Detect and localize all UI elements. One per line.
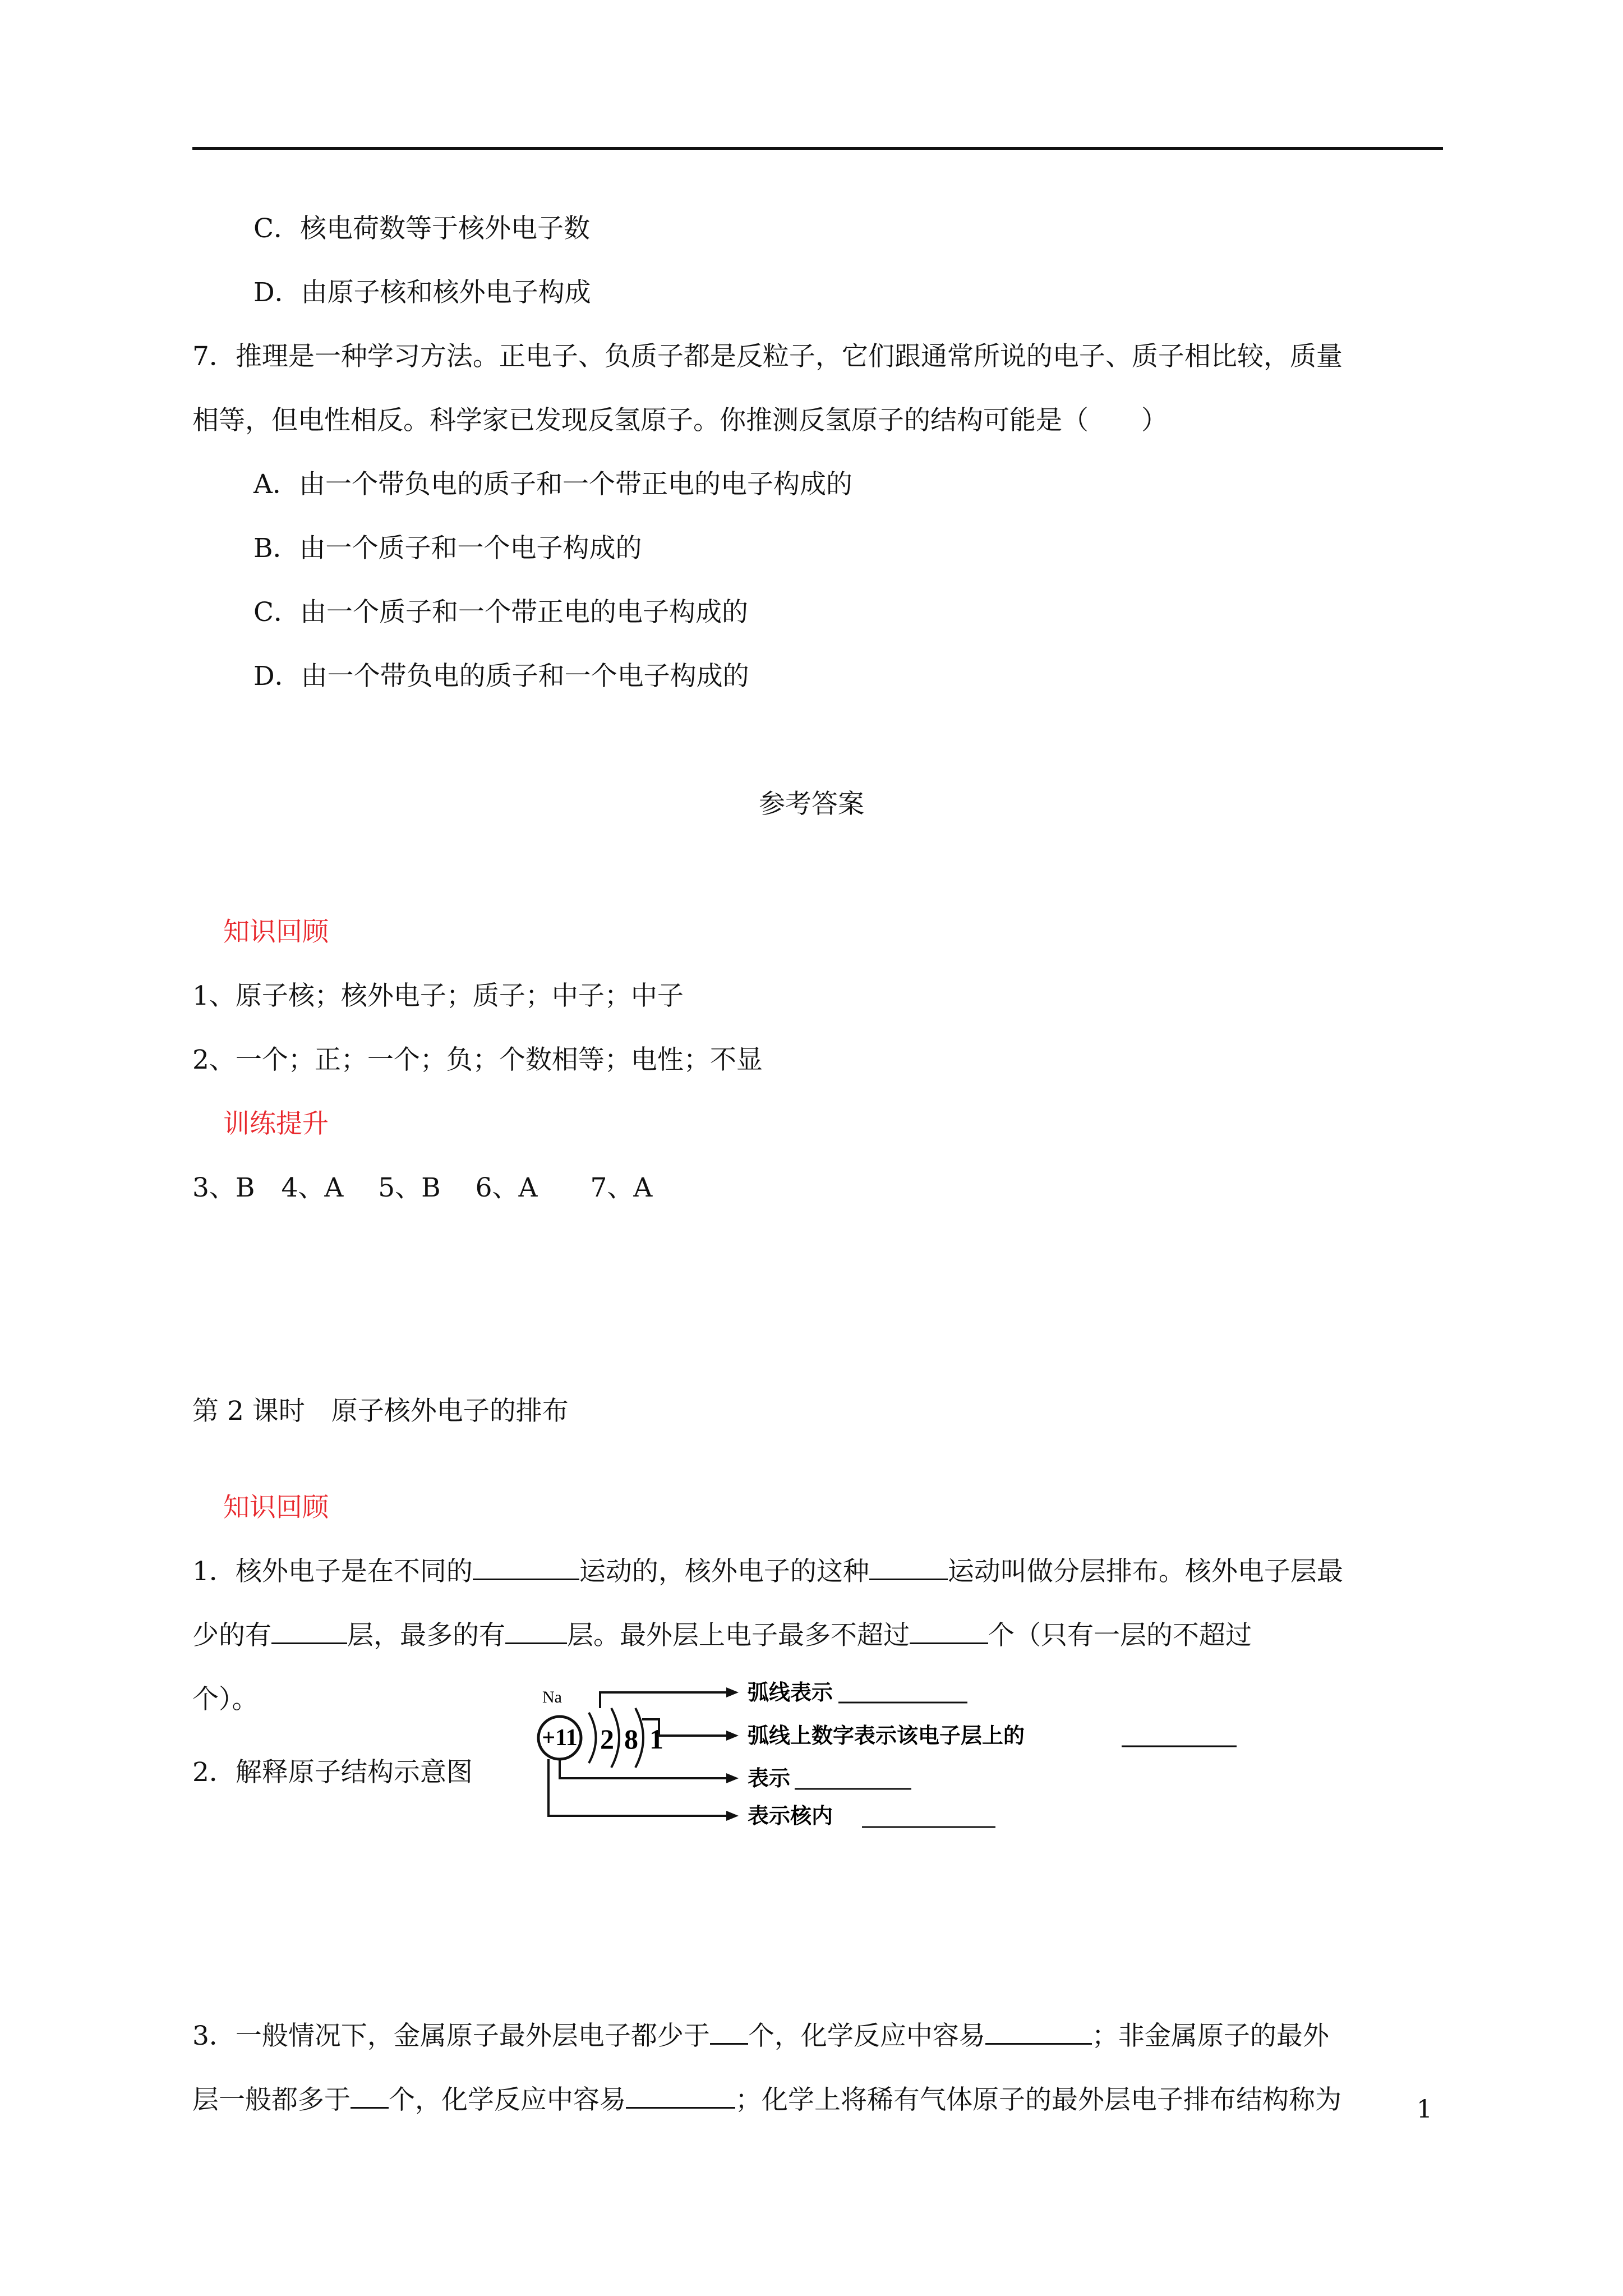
lesson2-q2: 2．解释原子结构示意图: [192, 1757, 473, 1788]
arrowhead-2: [726, 1731, 739, 1741]
q7-option-a: A．由一个带负电的质子和一个带正电的电子构成的: [253, 469, 852, 500]
q6-option-d: D．由原子核和核外电子构成: [253, 277, 591, 308]
q7-stem-line1: 7．推理是一种学习方法。正电子、负质子都是反粒子，它们跟通常所说的电子、质子相比较，质量: [192, 341, 1343, 372]
atomic-structure-diagram: [536, 1680, 1242, 1843]
lesson2-q3-line2: 层一般都多于 个，化学反应中容易 ；化学上将稀有气体原子的最外层电子排布结构称为: [192, 2085, 1341, 2115]
q7-option-c: C．由一个质子和一个带正电的电子构成的: [253, 597, 748, 628]
arrowhead-4: [726, 1811, 739, 1821]
lesson2-q3-line1: 3．一般情况下，金属原子最外层电子都少于 个，化学反应中容易 ；非金属原子的最外: [192, 2021, 1329, 2051]
header-rule: [192, 147, 1443, 150]
page-number: 1: [1417, 2095, 1432, 2124]
answers-line2: 2、一个；正；一个；负；个数相等；电性；不显: [192, 1045, 763, 1075]
answers-title: 参考答案: [759, 789, 864, 820]
q7-stem-line2: 相等，但电性相反。科学家已发现反氢原子。你推测反氢原子的结构可能是（ ）: [192, 405, 1168, 436]
nucleus-charge: +11: [542, 1725, 578, 1751]
pointer-line-1: [600, 1692, 726, 1708]
label-nucleus: 表示核内: [748, 1803, 833, 1828]
lesson2-q1-line1: 1．核外电子是在不同的 运动的，核外电子的这种 运动叫做分层排布。核外电子层最: [192, 1556, 1343, 1587]
answers-line1: 1、原子核；核外电子；质子；中子；中子: [192, 981, 684, 1011]
arrowhead-1: [726, 1687, 739, 1697]
q6-option-c: C．核电荷数等于核外电子数: [253, 213, 590, 244]
q7-option-b: B．由一个质子和一个电子构成的: [253, 533, 642, 564]
answers-line3: 3、B 4、A 5、B 6、A 7、A: [192, 1172, 653, 1203]
shell-count-1: 2: [600, 1723, 614, 1755]
blank: [473, 1556, 579, 1580]
lesson2-q1-line3: 个）。: [192, 1684, 259, 1715]
q7-option-d: D．由一个带负电的质子和一个电子构成的: [253, 661, 749, 692]
blank: [910, 1620, 988, 1644]
label-symbol: 表示: [748, 1766, 791, 1791]
lesson2-section-review: 知识回顾: [223, 1492, 329, 1523]
blank: [271, 1620, 347, 1644]
answers-section-review: 知识回顾: [223, 917, 329, 947]
arrowhead-3: [726, 1773, 739, 1783]
lesson2-q1-line2: 少的有 层，最多的有 层。最外层上电子最多不超过 个（只有一层的不超过: [192, 1620, 1252, 1651]
blank: [351, 2085, 389, 2109]
label-shell-number: 弧线上数字表示该电子层上的: [748, 1723, 1025, 1748]
lesson2-heading: 第 2 课时 原子核外电子的排布: [192, 1396, 569, 1427]
blank: [710, 2021, 748, 2045]
blank: [626, 2085, 735, 2109]
shell-arc-1: [589, 1713, 596, 1763]
shell-count-2: 8: [624, 1723, 638, 1755]
pointer-line-4: [548, 1759, 726, 1816]
label-arc: 弧线表示: [748, 1680, 833, 1705]
shell-count-3: 1: [649, 1723, 663, 1755]
blank: [985, 2021, 1092, 2045]
pointer-line-3: [560, 1759, 726, 1778]
blank: [505, 1620, 567, 1644]
blank: [869, 1556, 948, 1580]
answers-section-practice: 训练提升: [223, 1108, 329, 1139]
element-symbol: Na: [542, 1688, 562, 1706]
